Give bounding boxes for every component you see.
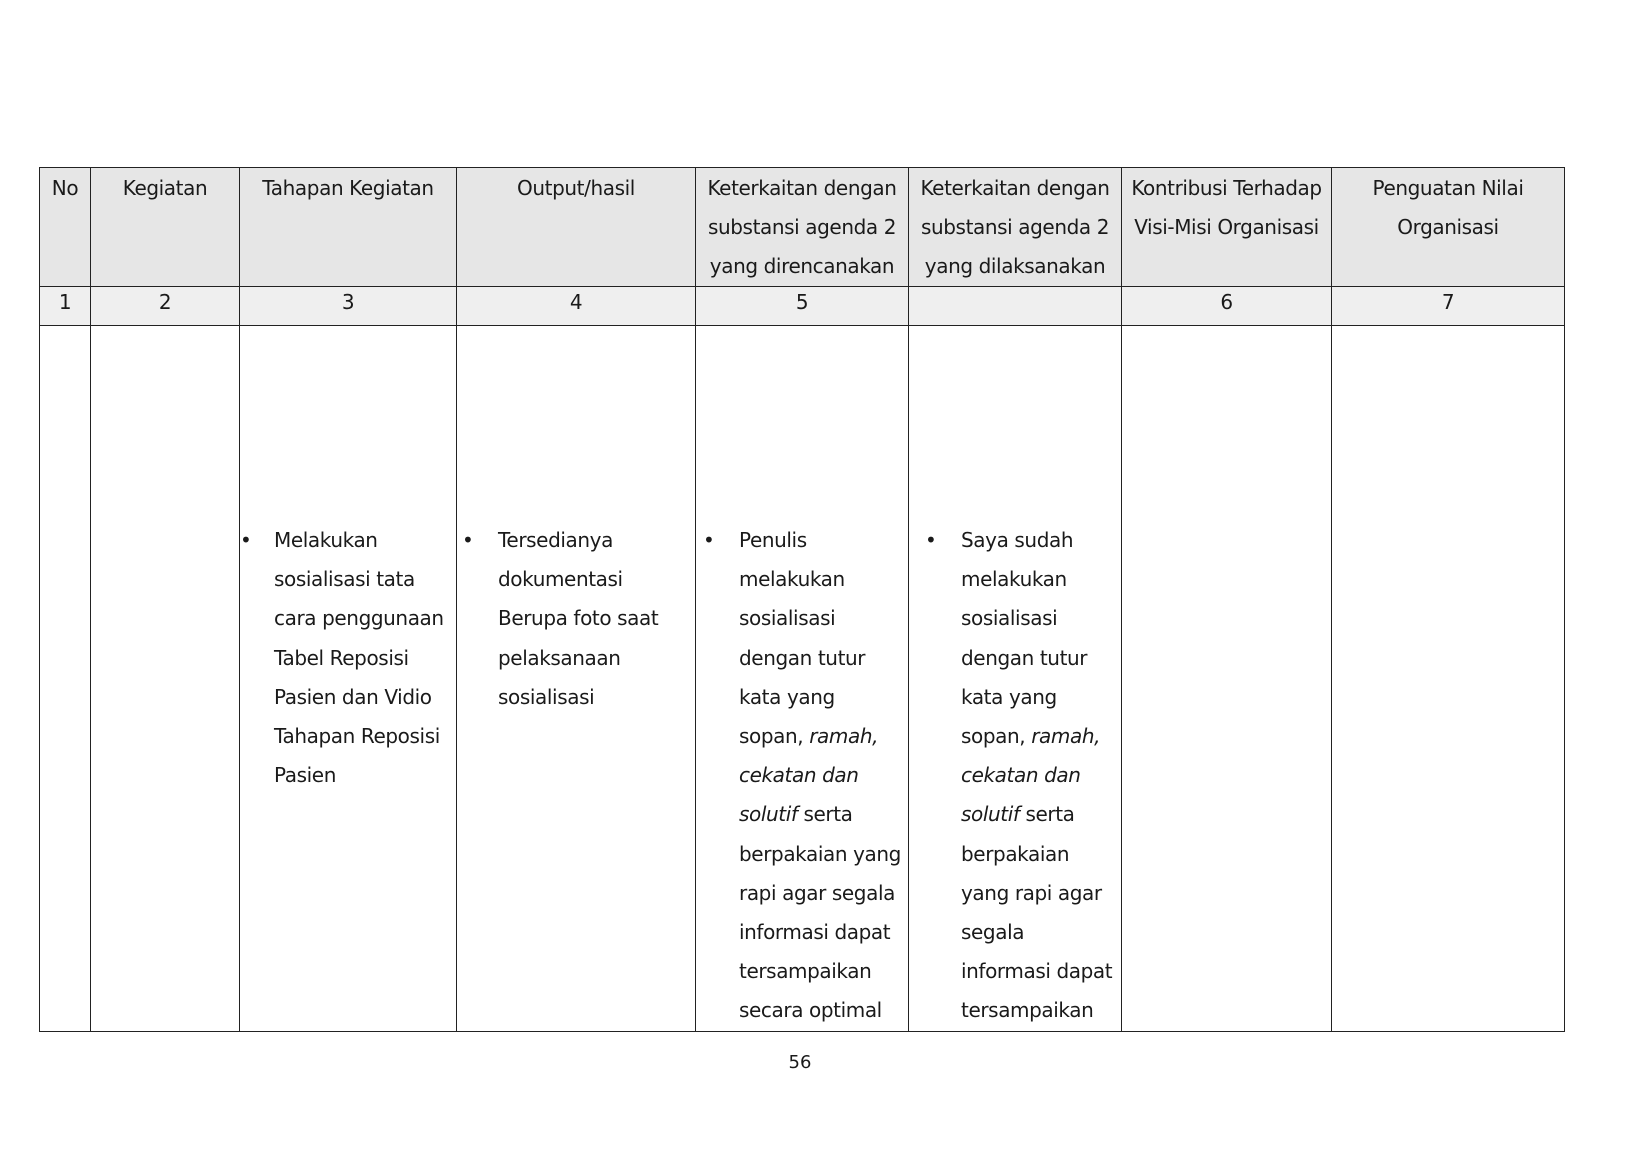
text-line: pelaksanaan	[498, 645, 621, 670]
bullet-marker: •	[925, 528, 937, 552]
bullet-item-tahapan	[240, 521, 444, 795]
text-line: dengan tutur	[739, 645, 866, 670]
cell-tahapan-kegiatan	[240, 326, 457, 1032]
text-line: Pasien dan Vidio	[274, 684, 432, 709]
text-line: dokumentasi	[498, 567, 623, 592]
italic-text: cekatan dan	[961, 763, 1081, 788]
text-line: sosialisasi	[498, 684, 595, 709]
page-number: 56	[788, 1052, 812, 1073]
header-penguatan-nilai: Penguatan Nilai Organisasi	[1332, 168, 1565, 287]
column-number: 5	[696, 287, 909, 326]
bullet-item-direncanakan	[703, 521, 901, 1031]
text-line: informasi dapat	[739, 920, 891, 945]
text-line: dengan tutur	[961, 645, 1088, 670]
text-line: informasi dapat	[961, 959, 1113, 984]
text-line: Tabel Reposisi	[274, 645, 409, 670]
text-line	[739, 795, 901, 834]
activity-table	[39, 167, 1565, 1032]
table-row	[40, 326, 1565, 1032]
text-fragment: sopan,	[961, 724, 1032, 749]
header-no: No	[40, 168, 91, 287]
italic-text: ramah,	[809, 724, 879, 749]
italic-text: ramah,	[1031, 724, 1101, 749]
text-line: secara optimal	[739, 998, 882, 1023]
text-fragment: serta	[797, 802, 853, 827]
header-row	[40, 168, 1565, 287]
header-kegiatan: Kegiatan	[91, 168, 240, 287]
column-number-row	[40, 287, 1565, 326]
header-tahapan-kegiatan: Tahapan Kegiatan	[240, 168, 457, 287]
bullet-item-dilaksanakan	[925, 521, 1113, 1031]
text-line	[961, 756, 1112, 795]
text-line	[739, 717, 901, 756]
italic-text: solutif	[739, 802, 798, 827]
cell-kontribusi-visi-misi	[1122, 326, 1332, 1032]
italic-text: cekatan dan	[739, 763, 859, 788]
text-line: sosialisasi tata	[274, 567, 415, 592]
column-number: 6	[1122, 287, 1332, 326]
text-line: sosialisasi	[739, 606, 836, 631]
text-line: tersampaikan	[739, 959, 872, 984]
cell-penguatan-nilai	[1332, 326, 1565, 1032]
text-line: Melakukan	[274, 528, 378, 552]
text-line: Tersedianya	[498, 528, 613, 552]
bullet-marker: •	[462, 528, 474, 552]
header-keterkaitan-dilaksanakan: Keterkaitan dengan substansi agenda 2 yang dilaksanakan	[909, 168, 1122, 287]
text-line	[739, 756, 901, 795]
text-line: rapi agar segala	[739, 880, 895, 905]
text-line: Pasien	[274, 763, 336, 788]
column-number	[909, 287, 1122, 326]
text-line: kata yang	[961, 684, 1057, 709]
bullet-marker: •	[240, 528, 252, 552]
header-keterkaitan-direncanakan: Keterkaitan dengan substansi agenda 2 yang direncanakan	[696, 168, 909, 287]
text-line: sosialisasi	[961, 606, 1058, 631]
text-line: yang rapi agar	[961, 880, 1102, 905]
column-number: 1	[40, 287, 91, 326]
text-line: Tahapan Reposisi	[274, 724, 440, 749]
text-line: tersampaikan	[961, 998, 1094, 1023]
column-number: 3	[240, 287, 457, 326]
cell-kegiatan	[91, 326, 240, 1032]
bullet-item-output	[462, 521, 659, 717]
cell-keterkaitan-direncanakan	[696, 326, 909, 1032]
text-line: Saya sudah	[961, 528, 1074, 552]
column-number: 7	[1332, 287, 1565, 326]
text-line: melakukan	[961, 567, 1067, 592]
header-output-hasil: Output/hasil	[457, 168, 696, 287]
cell-keterkaitan-dilaksanakan	[909, 326, 1122, 1032]
text-fragment: serta	[1019, 802, 1075, 827]
text-line: segala	[961, 920, 1025, 945]
text-line: berpakaian yang	[739, 841, 901, 866]
column-number: 4	[457, 287, 696, 326]
bullet-marker: •	[703, 528, 715, 552]
cell-output-hasil	[457, 326, 696, 1032]
header-kontribusi-visi-misi: Kontribusi Terhadap Visi-Misi Organisasi	[1122, 168, 1332, 287]
column-number: 2	[91, 287, 240, 326]
cell-no	[40, 326, 91, 1032]
text-line: cara penggunaan	[274, 606, 444, 631]
text-fragment: sopan,	[739, 724, 810, 749]
text-line	[961, 795, 1112, 834]
text-line: Berupa foto saat	[498, 606, 659, 631]
text-line	[961, 717, 1112, 756]
text-line: berpakaian	[961, 841, 1070, 866]
text-line: Penulis	[739, 528, 807, 552]
text-line: kata yang	[739, 684, 835, 709]
text-line: melakukan	[739, 567, 845, 592]
italic-text: solutif	[961, 802, 1020, 827]
